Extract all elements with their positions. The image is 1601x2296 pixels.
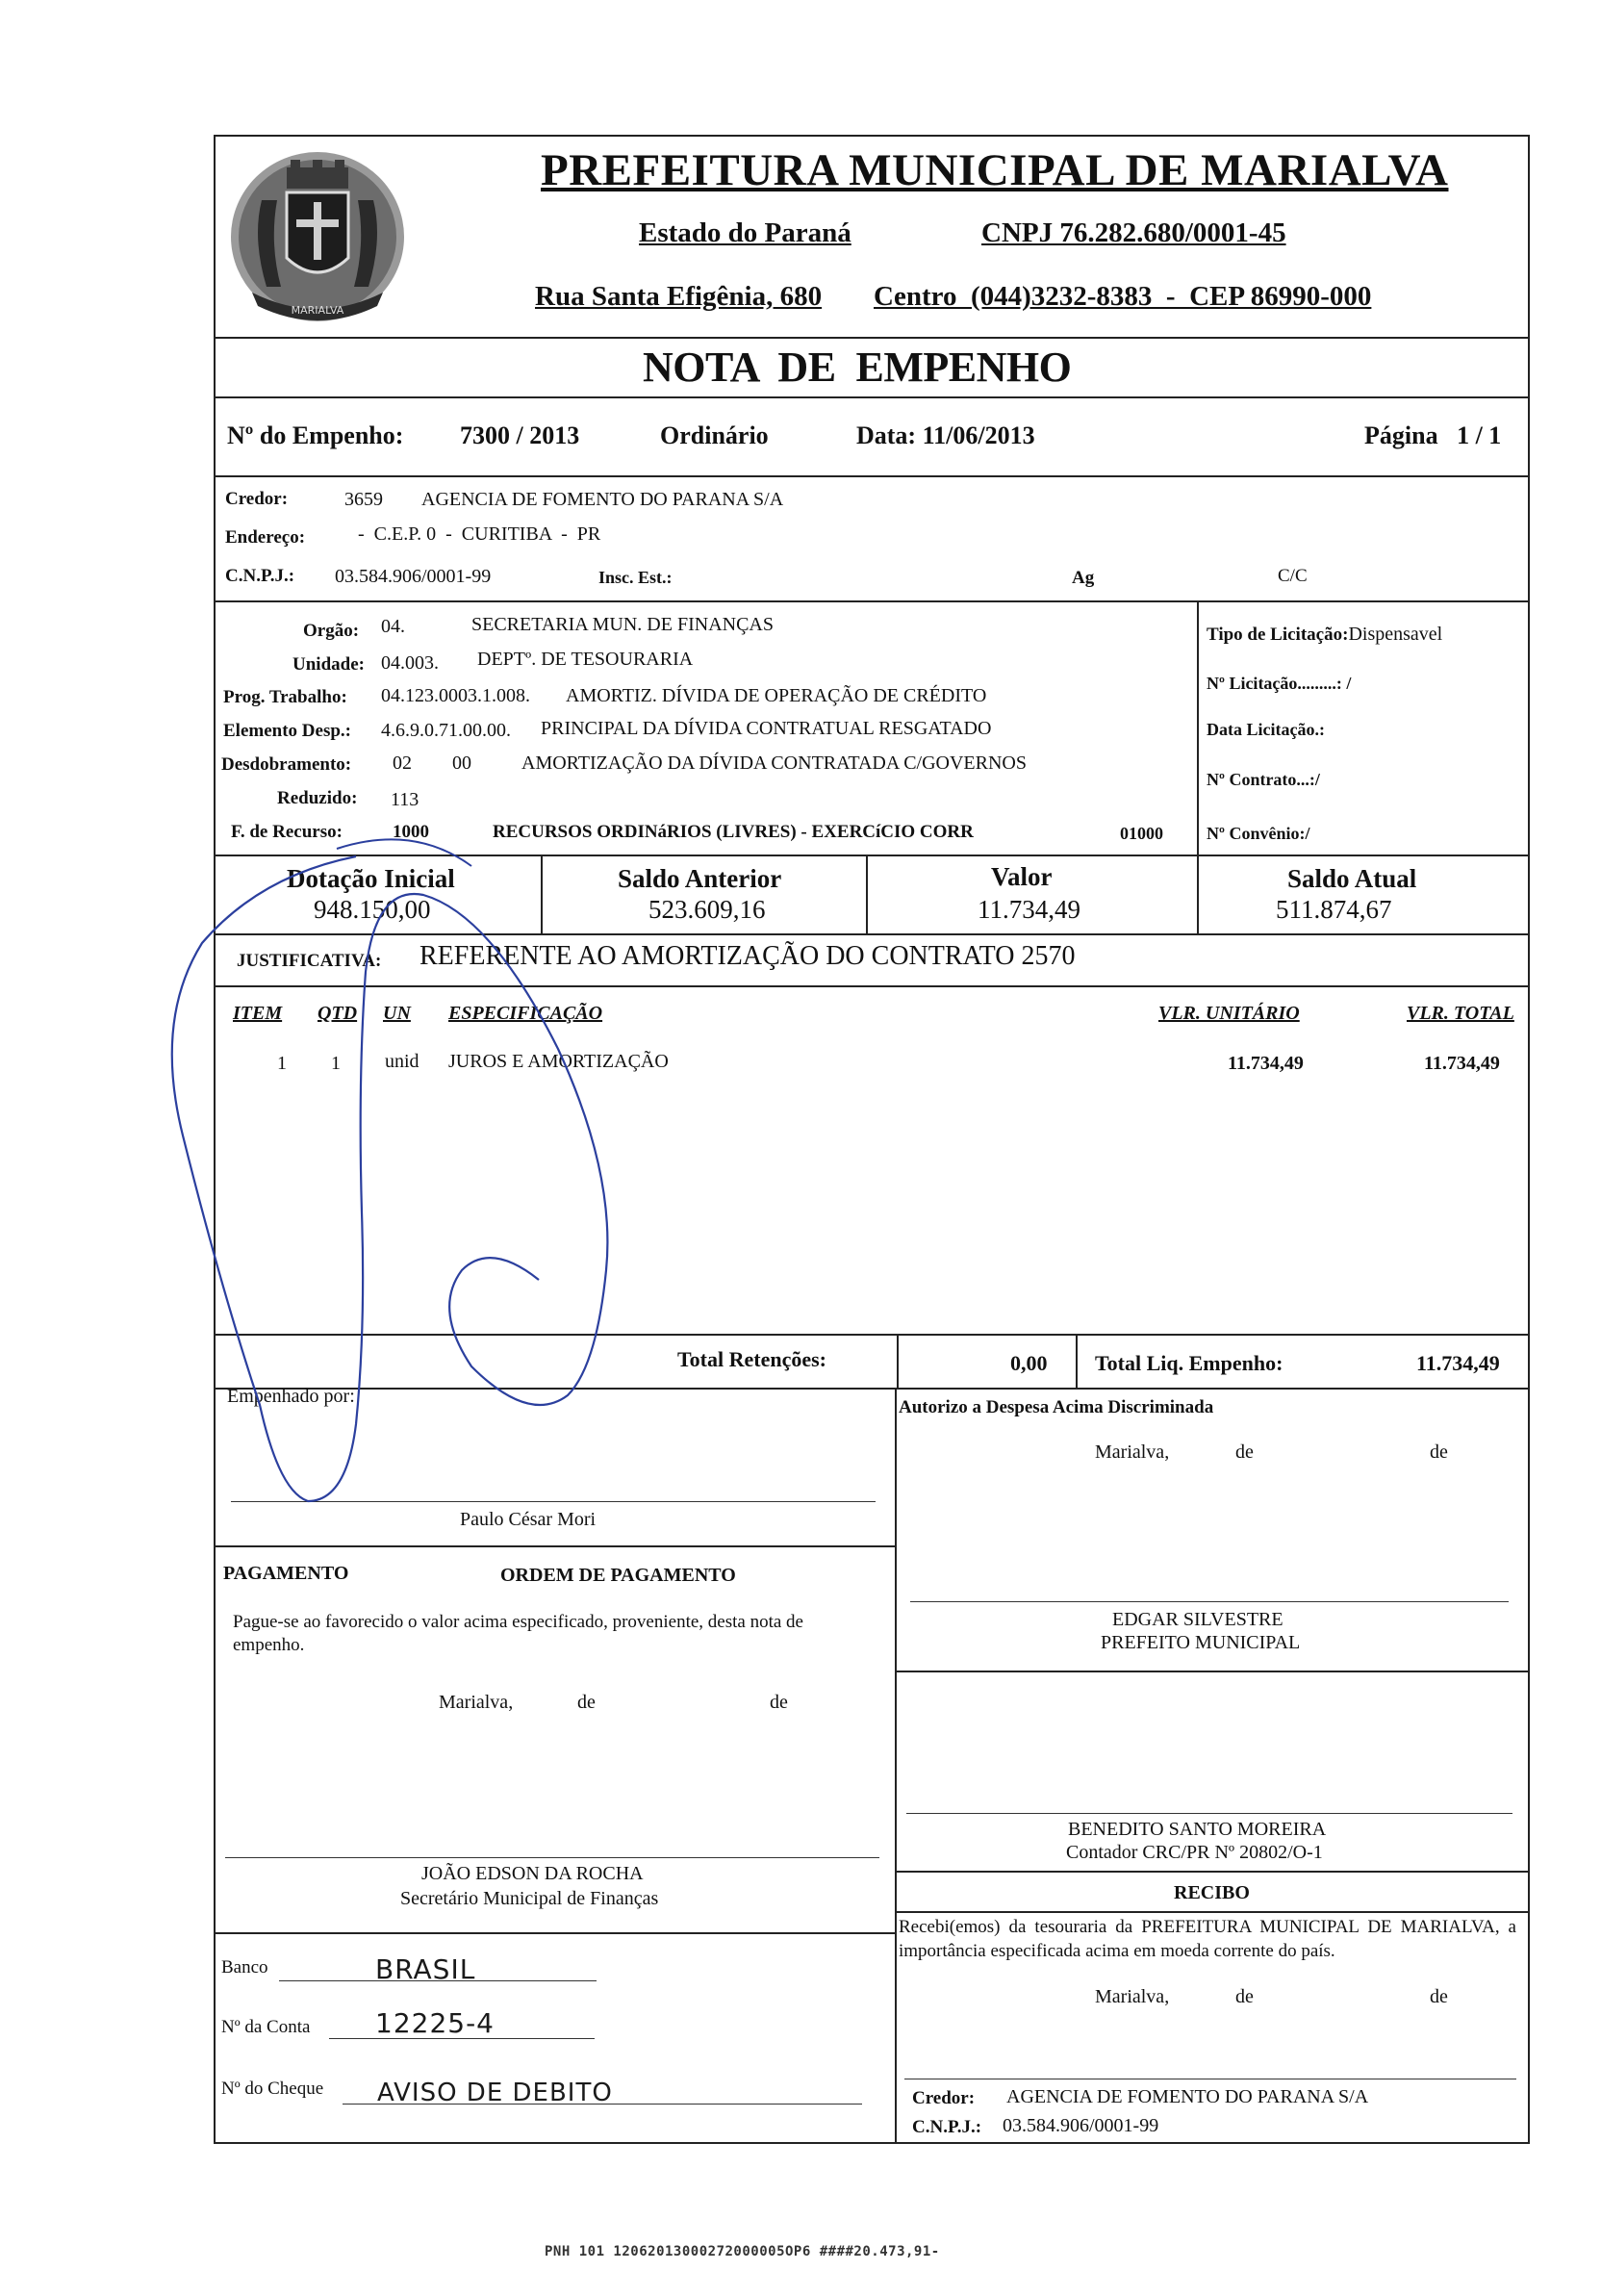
page-number: Página 1 / 1 [1364,421,1502,449]
conta-value: 12225-4 [375,2007,495,2039]
convenio-number: Nº Convênio:/ [1207,824,1310,843]
contador-name: BENEDITO SANTO MOREIRA [1068,1819,1327,1840]
row-qtd: 1 [331,1053,341,1074]
column-header-unit-value: VLR. UNITÁRIO [1158,1003,1300,1024]
credor-label: Credor: [225,489,289,509]
credor-address-label: Endereço: [225,527,306,548]
credor-address: - C.E.P. 0 - CURITIBA - PR [358,523,601,545]
elemento-desp-desc: PRINCIPAL DA DÍVIDA CONTRATUAL RESGATADO [541,718,992,739]
autorizo-de-1: de [1235,1441,1254,1463]
svg-text:MARIALVA: MARIALVA [291,304,344,317]
licitacao-number: Nº Licitação.........: / [1207,674,1352,693]
divider [895,1671,1530,1672]
ordem-pagamento-label: ORDEM DE PAGAMENTO [500,1565,736,1586]
divider [214,475,1530,477]
handwritten-signature [144,828,645,1520]
credor-insc-label: Insc. Est.: [598,568,673,587]
empenho-date: Data: 11/06/2013 [856,421,1035,449]
cheque-value: AVISO DE DEBITO [377,2079,613,2107]
valor-value: 11.734,49 [978,895,1080,924]
row-spec: JUROS E AMORTIZAÇÃO [448,1051,669,1072]
saldo-atual-label: Saldo Atual [1287,864,1417,893]
recibo-de-2: de [1430,1986,1448,2007]
divider [214,1932,895,1934]
divider [214,600,1530,602]
signature-line [225,1857,879,1858]
desdobramento-label: Desdobramento: [221,754,352,775]
fonte-recurso-code-2: 01000 [1120,824,1163,843]
licitacao-tipo-label-text: Tipo de Licitação: [1207,625,1349,645]
banco-value: BRASIL [375,1953,476,1985]
column-header-item: ITEM [233,1003,283,1024]
divider [214,1545,895,1547]
recibo-credor-value: AGENCIA DE FOMENTO DO PARANA S/A [1006,2086,1369,2107]
prog-trabalho-code: 04.123.0003.1.008. [381,685,530,706]
pagamento-label: PAGAMENTO [223,1563,349,1584]
elemento-desp-label: Elemento Desp.: [223,721,351,741]
secretario-role: Secretário Municipal de Finanças [400,1888,659,1909]
desdobramento-code-2: 00 [452,753,471,774]
saldo-anterior-value: 523.609,16 [648,895,766,924]
recibo-city: Marialva, [1095,1986,1170,2007]
signature-line [906,1813,1512,1814]
credor-ag-label: Ag [1072,568,1095,588]
divider [895,1911,1530,1913]
pagamento-de-2: de [770,1692,788,1713]
header-address: Rua Santa Efigênia, 680 [535,281,823,312]
prog-trabalho-desc: AMORTIZ. DÍVIDA DE OPERAÇÃO DE CRÉDITO [566,685,987,706]
unidade-label: Unidade: [292,654,365,675]
divider [1197,855,1199,933]
footer-code: PNH 101 12062013000272000005OP6 ####20.473,91- [545,2244,940,2259]
empenhado-por-label: Empenhado por: [227,1386,355,1407]
empenho-number: 7300 / 2013 [460,421,580,449]
reduzido-label: Reduzido: [277,788,358,808]
column-header-un: UN [383,1003,411,1024]
licitacao-date: Data Licitação.: [1207,720,1325,739]
empenho-type: Ordinário [660,421,769,449]
unidade-desc: DEPTº. DE TESOURARIA [477,649,694,670]
row-unit-value: 11.734,49 [1228,1053,1304,1074]
credor-name: AGENCIA DE FOMENTO DO PARANA S/A [421,489,784,510]
banco-label: Banco [221,1957,268,1977]
credor-cnpj: 03.584.906/0001-99 [335,566,492,587]
autorizo-text: Autorizo a Despesa Acima Discriminada [899,1397,1214,1417]
contador-role: Contador CRC/PR Nº 20802/O-1 [1066,1842,1323,1863]
orgao-code: 04. [381,616,405,637]
contrato-number: Nº Contrato...:/ [1207,770,1320,789]
recibo-credor-label: Credor: [912,2088,976,2108]
conta-label: Nº da Conta [221,2017,311,2037]
recibo-title: RECIBO [1174,1882,1250,1903]
orgao-desc: SECRETARIA MUN. DE FINANÇAS [471,614,774,635]
recibo-de-1: de [1235,1986,1254,2007]
row-unit: unid [385,1051,419,1072]
prefeito-role: PREFEITO MUNICIPAL [1101,1632,1301,1653]
divider [214,337,1530,339]
pagamento-city: Marialva, [439,1692,514,1713]
divider [895,1871,1530,1873]
credor-code: 3659 [344,489,383,510]
row-item: 1 [277,1053,287,1074]
justificativa-label: JUSTIFICATIVA: [237,951,382,971]
dotacao-label: Dotação Inicial [287,864,455,893]
saldo-atual-value: 511.874,67 [1276,895,1392,924]
header-state: Estado do Paraná [639,217,851,248]
elemento-desp-code: 4.6.9.0.71.00.00. [381,720,511,741]
licitacao-tipo-value: Dispensavel [1348,624,1443,645]
fonte-recurso-code: 1000 [393,822,429,842]
pagamento-text: Pague-se ao favorecido o valor acima especificado, proveniente, desta nota de empenho. [233,1612,803,1655]
saldo-anterior-label: Saldo Anterior [618,864,782,893]
empenho-number-label: Nº do Empenho: [227,421,404,449]
header-title: PREFEITURA MUNICIPAL DE MARIALVA [541,145,1449,195]
orgao-label: Orgão: [303,621,360,641]
valor-label: Valor [991,862,1053,891]
reduzido-value: 113 [391,789,419,810]
row-total-value: 11.734,49 [1424,1053,1500,1074]
recibo-text: Recebi(emos) da tesouraria da PREFEITURA MUNICIPAL DE MARIALVA, a importância especificada acima em moeda corrente do país. [899,1917,1516,1961]
divider [866,855,868,933]
document-title: NOTA DE EMPENHO [643,344,1072,391]
autorizo-de-2: de [1430,1441,1448,1463]
desdobramento-code-1: 02 [393,753,412,774]
pagamento-de-1: de [577,1692,596,1713]
justificativa-text: REFERENTE AO AMORTIZAÇÃO DO CONTRATO 2570 [419,941,1076,971]
column-header-total-value: VLR. TOTAL [1407,1003,1514,1024]
signature-line [910,1601,1509,1602]
total-liq-value: 11.734,49 [1416,1351,1500,1375]
coat-of-arms-logo [223,142,412,331]
divider [1197,600,1199,855]
empenhado-por-name: Paulo César Mori [460,1509,597,1530]
desdobramento-desc: AMORTIZAÇÃO DA DÍVIDA CONTRATADA C/GOVERNOS [521,753,1027,774]
divider [214,396,1530,398]
total-retencoes-label: Total Retenções: [677,1347,826,1371]
prefeito-name: EDGAR SILVESTRE [1112,1609,1283,1630]
cheque-label: Nº do Cheque [221,2079,324,2099]
divider [1076,1334,1078,1388]
divider [897,1334,899,1388]
credor-cc-label: C/C [1278,566,1308,586]
secretario-name: JOÃO EDSON DA ROCHA [421,1863,644,1884]
fonte-recurso-desc: RECURSOS ORDINáRIOS (LIVRES) - EXERCíCIO CORR [493,822,974,842]
column-header-spec: ESPECIFICAÇÃO [448,1003,603,1024]
autorizo-city: Marialva, [1095,1441,1170,1463]
recibo-cnpj-value: 03.584.906/0001-99 [1003,2115,1159,2136]
licitacao-tipo-label [1207,624,1442,646]
recibo-cnpj-label: C.N.P.J.: [912,2117,982,2137]
credor-cnpj-label: C.N.P.J.: [225,566,295,586]
unidade-code: 04.003. [381,652,439,674]
column-header-qtd: QTD [318,1003,358,1024]
header-district-phone-cep: Centro (044)3232-8383 - CEP 86990-000 [874,281,1372,312]
dotacao-value: 948.150,00 [314,895,431,924]
total-retencoes-value: 0,00 [1010,1351,1048,1375]
divider [895,1388,897,2144]
fonte-recurso-label: F. de Recurso: [231,822,343,842]
header-cnpj: CNPJ 76.282.680/0001-45 [981,217,1286,248]
prog-trabalho-label: Prog. Trabalho: [223,687,347,707]
total-liq-label: Total Liq. Empenho: [1095,1351,1283,1375]
